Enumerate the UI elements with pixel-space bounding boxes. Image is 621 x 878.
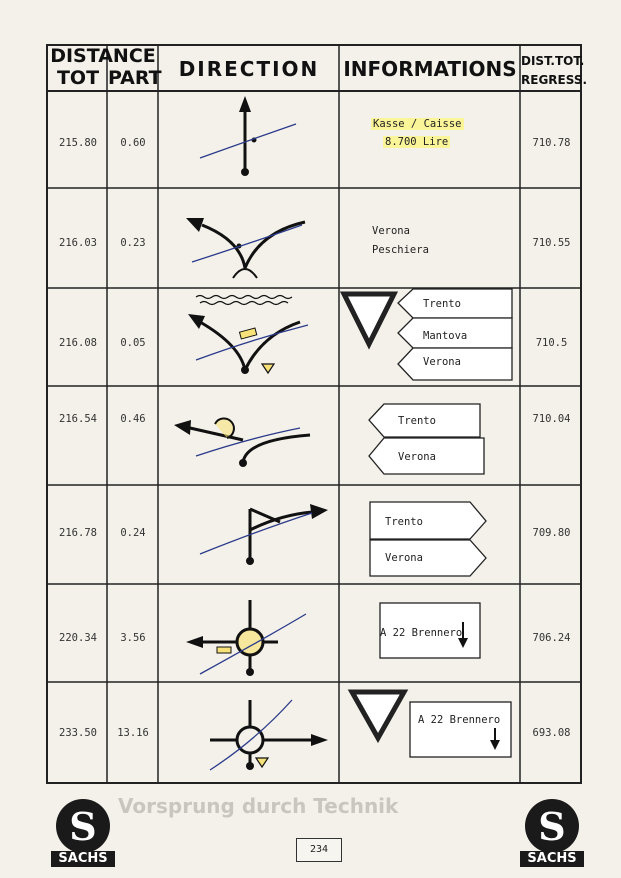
row-2-direction-diagram — [186, 218, 305, 278]
row-3-direction-diagram — [188, 296, 308, 375]
row-1-regress: 710.78 — [532, 137, 571, 149]
row-4-sign-trento: Trento — [398, 415, 436, 427]
header-part: PART — [108, 67, 162, 89]
sachs-logo-left — [51, 793, 115, 867]
row-1-info-line-1: Kasse / Caisse — [373, 118, 462, 130]
row-5-regress: 709.80 — [532, 527, 571, 539]
row-7-info-box — [410, 702, 511, 757]
row-4-part: 0.46 — [120, 413, 146, 425]
row-5-signs — [370, 502, 486, 576]
header-tot: TOT — [56, 67, 100, 89]
row-5-direction-diagram — [200, 504, 328, 565]
row-7-yield-sign — [352, 692, 404, 738]
row-4-direction-diagram — [174, 418, 310, 467]
row-2-info-line-1: Verona — [372, 225, 410, 237]
row-7-direction-diagram — [210, 700, 328, 770]
row-5-sign-trento: Trento — [385, 516, 423, 528]
row-6-direction-diagram — [186, 600, 306, 676]
header-informations: INFORMATIONS — [343, 57, 517, 81]
row-1-tot: 215.80 — [59, 137, 97, 149]
row-7-info-brennero: A 22 Brennero — [418, 714, 501, 726]
row-5-sign-verona: Verona — [385, 552, 423, 564]
row-7-part: 13.16 — [117, 727, 149, 739]
row-1-part: 0.60 — [120, 137, 146, 149]
row-4-regress: 710.04 — [532, 413, 571, 425]
row-3-sign-trento: Trento — [423, 298, 461, 310]
row-1-info-line-2: 8.700 Lire — [385, 136, 449, 148]
row-6-info-brennero: A 22 Brennero — [380, 627, 463, 639]
row-3-part: 0.05 — [120, 337, 146, 349]
header-regress: REGRESS. — [521, 73, 588, 87]
row-3-tot: 216.08 — [59, 337, 97, 349]
row-7-tot: 233.50 — [59, 727, 97, 739]
row-2-regress: 710.55 — [532, 237, 571, 249]
header-direction: DIRECTION — [178, 57, 320, 81]
row-2-info-line-2: Peschiera — [372, 244, 429, 256]
row-3-regress: 710.5 — [535, 337, 568, 349]
row-4-tot: 216.54 — [59, 413, 97, 425]
sachs-logo-left-text: SACHS — [51, 851, 115, 867]
row-5-tot: 216.78 — [59, 527, 97, 539]
row-6-part: 3.56 — [120, 632, 146, 644]
row-2-tot: 216.03 — [59, 237, 97, 249]
row-6-tot: 220.34 — [59, 632, 97, 644]
row-5-part: 0.24 — [120, 527, 146, 539]
svg-text:S: S — [69, 804, 97, 849]
row-1-direction-diagram — [200, 96, 296, 176]
sachs-logo-right-text: SACHS — [520, 851, 584, 867]
header-dist-tot: DIST.TOT. — [521, 54, 585, 68]
page-number: 234 — [296, 838, 342, 862]
row-3-sign-mantova: Mantova — [423, 330, 468, 342]
row-4-sign-verona: Verona — [398, 451, 436, 463]
row-7-regress: 693.08 — [532, 727, 571, 739]
row-2-part: 0.23 — [120, 237, 146, 249]
row-3-sign-verona: Verona — [423, 356, 461, 368]
row-6-regress: 706.24 — [532, 632, 571, 644]
svg-text:S: S — [538, 804, 566, 849]
header-distance: DISTANCE — [50, 45, 156, 67]
sachs-logo-right — [520, 793, 584, 867]
footer-slogan: Vorsprung durch Technik — [118, 794, 399, 818]
row-3-yield-sign — [344, 294, 394, 344]
